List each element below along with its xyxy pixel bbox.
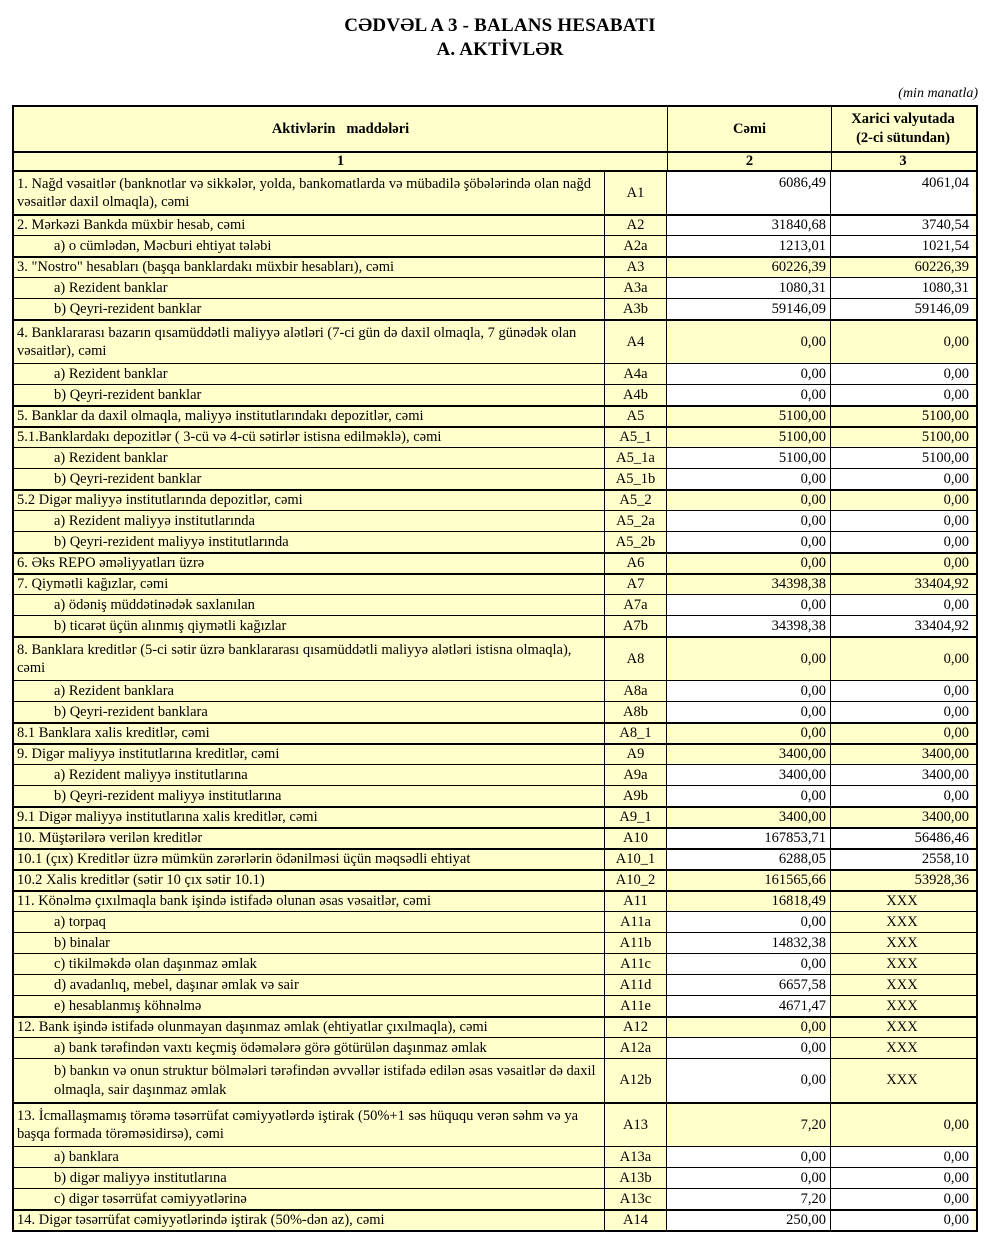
row-total-value: 3400,00 (666, 765, 830, 785)
column-number-1: 1 (14, 153, 667, 170)
row-label: a) ödəniş müddətinədək saxlanılan (14, 595, 604, 615)
table-row (14, 573, 976, 594)
row-label: b) Qeyri-rezident maliyyə institutlarına (14, 786, 604, 806)
row-code: A2 (604, 216, 666, 235)
header-foreign-currency-line1: Xarici valyutada (851, 111, 955, 127)
row-code: A12a (604, 1038, 666, 1058)
report-title-line1: CƏDVƏL A 3 - BALANS HESABATI (344, 15, 656, 36)
table-row (14, 447, 976, 468)
row-total-value: 0,00 (666, 1038, 830, 1058)
row-fx-value: 2558,10 (830, 850, 973, 869)
row-total-value: 250,00 (666, 1211, 830, 1230)
row-total-value: 0,00 (666, 595, 830, 615)
row-label: 6. Əks REPO əməliyyatları üzrə (14, 554, 604, 573)
table-row (14, 1102, 976, 1146)
row-fx-value: 3400,00 (830, 765, 973, 785)
row-code: A13a (604, 1147, 666, 1167)
row-fx-value: 0,00 (830, 1147, 973, 1167)
row-code: A5_2b (604, 532, 666, 552)
row-label: a) Rezident banklar (14, 278, 604, 298)
row-fx-value: XXX (830, 975, 973, 995)
row-label: 5.1.Banklardakı depozitlər ( 3-cü və 4-cü sətirlər istisna edilməklə), cəmi (14, 428, 604, 447)
row-fx-value: 56486,46 (830, 829, 973, 848)
row-code: A11d (604, 975, 666, 995)
table-row (14, 1037, 976, 1058)
row-code: A5_1 (604, 428, 666, 447)
row-total-value: 0,00 (666, 1059, 830, 1102)
row-code: A5_2 (604, 491, 666, 510)
row-fx-value: 5100,00 (830, 407, 973, 426)
row-code: A10_1 (604, 850, 666, 869)
row-code: A3 (604, 258, 666, 277)
row-fx-value: 33404,92 (830, 616, 973, 636)
row-fx-value: 0,00 (830, 511, 973, 531)
table-row (14, 510, 976, 531)
row-fx-value: XXX (830, 1018, 973, 1037)
table-header-row (14, 107, 976, 151)
table-row (14, 680, 976, 701)
header-total-column: Cəmi (667, 107, 831, 151)
row-label: a) o cümlədən, Məcburi ehtiyat tələbi (14, 236, 604, 256)
row-label: 7. Qiymətli kağızlar, cəmi (14, 575, 604, 594)
report-title (0, 0, 1000, 62)
row-total-value: 6288,05 (666, 850, 830, 869)
row-total-value: 0,00 (666, 532, 830, 552)
report-title-line2: A. AKTİVLƏR (436, 39, 564, 60)
unit-note: (min manatla) (898, 86, 978, 101)
row-fx-value: 0,00 (830, 532, 973, 552)
row-label: 8.1 Banklara xalis kreditlər, cəmi (14, 724, 604, 743)
row-code: A2a (604, 236, 666, 256)
row-fx-value: XXX (830, 1038, 973, 1058)
row-total-value: 0,00 (666, 491, 830, 510)
table-row (14, 594, 976, 615)
row-code: A7 (604, 575, 666, 594)
table-row (14, 426, 976, 447)
row-label: 5. Banklar da daxil olmaqla, maliyyə institutlarındakı depozitlər, cəmi (14, 407, 604, 426)
row-fx-value: 0,00 (830, 554, 973, 573)
row-code: A13c (604, 1189, 666, 1209)
row-label: a) banklara (14, 1147, 604, 1167)
row-code: A8 (604, 638, 666, 680)
row-total-value: 1080,31 (666, 278, 830, 298)
row-code: A4 (604, 321, 666, 363)
row-total-value: 0,00 (666, 385, 830, 405)
table-row (14, 764, 976, 785)
row-fx-value: 0,00 (830, 681, 973, 701)
row-total-value: 14832,38 (666, 933, 830, 953)
row-total-value: 0,00 (666, 554, 830, 573)
row-fx-value: XXX (830, 933, 973, 953)
row-total-value: 0,00 (666, 638, 830, 680)
row-total-value: 0,00 (666, 1018, 830, 1037)
row-label: 11. Könəlmə çıxılmaqla bank işində istifadə olunan əsas vəsaitlər, cəmi (14, 892, 604, 911)
row-fx-value: XXX (830, 1059, 973, 1102)
row-total-value: 0,00 (666, 364, 830, 384)
row-total-value: 0,00 (666, 702, 830, 722)
row-total-value: 4671,47 (666, 996, 830, 1016)
header-foreign-currency-line2: (2-ci sütundan) (856, 130, 950, 146)
row-total-value: 0,00 (666, 469, 830, 489)
table-row (14, 827, 976, 848)
row-label: b) Qeyri-rezident banklar (14, 385, 604, 405)
row-label: e) hesablanmış köhnəlmə (14, 996, 604, 1016)
table-row (14, 615, 976, 636)
table-row (14, 806, 976, 827)
row-code: A3b (604, 299, 666, 319)
table-row (14, 170, 976, 214)
row-fx-value: XXX (830, 892, 973, 911)
row-fx-value: 0,00 (830, 702, 973, 722)
table-row (14, 1167, 976, 1188)
row-label: b) digər maliyyə institutlarına (14, 1168, 604, 1188)
row-code: A12 (604, 1018, 666, 1037)
table-row (14, 214, 976, 235)
header-foreign-currency-column (831, 107, 974, 151)
row-label: a) Rezident maliyyə institutlarına (14, 765, 604, 785)
row-code: A5_2a (604, 511, 666, 531)
row-code: A8b (604, 702, 666, 722)
row-code: A7b (604, 616, 666, 636)
table-row (14, 932, 976, 953)
table-row (14, 298, 976, 319)
table-row (14, 1188, 976, 1209)
row-fx-value: 3740,54 (830, 216, 973, 235)
row-total-value: 34398,38 (666, 616, 830, 636)
row-fx-value: XXX (830, 912, 973, 932)
row-code: A11c (604, 954, 666, 974)
row-label: 14. Digər təsərrüfat cəmiyyətlərində iştirak (50%-dən az), cəmi (14, 1211, 604, 1230)
table-row (14, 995, 976, 1016)
row-fx-value: 4061,04 (830, 172, 973, 214)
row-total-value: 59146,09 (666, 299, 830, 319)
row-label: b) Qeyri-rezident banklara (14, 702, 604, 722)
row-fx-value: 0,00 (830, 491, 973, 510)
row-total-value: 34398,38 (666, 575, 830, 594)
row-code: A10_2 (604, 871, 666, 890)
row-label: a) torpaq (14, 912, 604, 932)
row-fx-value: XXX (830, 954, 973, 974)
row-fx-value: 0,00 (830, 1189, 973, 1209)
column-number-3: 3 (831, 153, 974, 170)
row-code: A11e (604, 996, 666, 1016)
row-label: b) Qeyri-rezident maliyyə institutlarında (14, 532, 604, 552)
table-row (14, 552, 976, 573)
row-fx-value: 0,00 (830, 638, 973, 680)
table-row (14, 363, 976, 384)
row-label: b) binalar (14, 933, 604, 953)
row-fx-value: 0,00 (830, 1168, 973, 1188)
row-total-value: 0,00 (666, 1168, 830, 1188)
row-code: A14 (604, 1211, 666, 1230)
row-total-value: 0,00 (666, 321, 830, 363)
row-total-value: 1213,01 (666, 236, 830, 256)
table-row (14, 890, 976, 911)
table-row (14, 1209, 976, 1230)
row-label: 2. Mərkəzi Bankda müxbir hesab, cəmi (14, 216, 604, 235)
row-total-value: 3400,00 (666, 745, 830, 764)
table-row (14, 701, 976, 722)
row-fx-value: 60226,39 (830, 258, 973, 277)
table-row (14, 384, 976, 405)
table-row (14, 405, 976, 426)
row-total-value: 0,00 (666, 1147, 830, 1167)
row-fx-value: 5100,00 (830, 428, 973, 447)
row-label: a) Rezident banklara (14, 681, 604, 701)
row-total-value: 0,00 (666, 681, 830, 701)
row-total-value: 167853,71 (666, 829, 830, 848)
row-label: a) Rezident banklar (14, 364, 604, 384)
row-code: A8_1 (604, 724, 666, 743)
table-row (14, 1146, 976, 1167)
table-row (14, 235, 976, 256)
table-row (14, 1016, 976, 1037)
row-code: A9a (604, 765, 666, 785)
column-numbers-row (14, 151, 976, 170)
row-label: b) Qeyri-rezident banklar (14, 469, 604, 489)
row-fx-value: 59146,09 (830, 299, 973, 319)
table-row (14, 1058, 976, 1102)
row-label: a) Rezident maliyyə institutlarında (14, 511, 604, 531)
row-label: 9. Digər maliyyə institutlarına kreditlər, cəmi (14, 745, 604, 764)
table-row (14, 743, 976, 764)
row-total-value: 3400,00 (666, 808, 830, 827)
row-total-value: 161565,66 (666, 871, 830, 890)
row-code: A9b (604, 786, 666, 806)
row-code: A13b (604, 1168, 666, 1188)
row-code: A11 (604, 892, 666, 911)
row-label: 10.1 (çıx) Kreditlər üzrə mümkün zərərlərin ödənilməsi üçün məqsədli ehtiyat (14, 850, 604, 869)
row-fx-value: 3400,00 (830, 745, 973, 764)
row-code: A9_1 (604, 808, 666, 827)
table-row (14, 468, 976, 489)
row-total-value: 0,00 (666, 786, 830, 806)
row-fx-value: 0,00 (830, 595, 973, 615)
row-fx-value: 0,00 (830, 1104, 973, 1146)
row-code: A10 (604, 829, 666, 848)
row-fx-value: 53928,36 (830, 871, 973, 890)
row-code: A5_1a (604, 448, 666, 468)
row-code: A13 (604, 1104, 666, 1146)
row-label: c) tikilməkdə olan daşınmaz əmlak (14, 954, 604, 974)
header-items-column: Aktivlərin maddələri (14, 107, 667, 151)
row-total-value: 5100,00 (666, 407, 830, 426)
table-row (14, 869, 976, 890)
row-fx-value: 0,00 (830, 364, 973, 384)
row-label: 10.2 Xalis kreditlər (sətir 10 çıx sətir 10.1) (14, 871, 604, 890)
row-total-value: 0,00 (666, 954, 830, 974)
row-label: 5.2 Digər maliyyə institutlarında depozitlər, cəmi (14, 491, 604, 510)
row-total-value: 7,20 (666, 1189, 830, 1209)
row-label: 13. İcmallaşmamış törəmə təsərrüfat cəmiyyətlərdə iştirak (50%+1 səs hüququ verən səhm və ya başqa formada törəməsidirsə), cəmi (14, 1104, 604, 1146)
row-fx-value: 0,00 (830, 786, 973, 806)
row-label: b) ticarət üçün alınmış qiymətli kağızlar (14, 616, 604, 636)
row-total-value: 7,20 (666, 1104, 830, 1146)
row-code: A12b (604, 1059, 666, 1102)
table-row (14, 531, 976, 552)
row-code: A8a (604, 681, 666, 701)
row-label: d) avadanlıq, mebel, daşınar əmlak və sair (14, 975, 604, 995)
row-total-value: 0,00 (666, 511, 830, 531)
table-row (14, 277, 976, 298)
row-fx-value: 33404,92 (830, 575, 973, 594)
table-row (14, 911, 976, 932)
row-label: a) bank tərəfindən vaxtı keçmiş ödəmələrə görə götürülən daşınmaz əmlak (14, 1038, 604, 1058)
row-label: b) bankın və onun struktur bölmələri tərəfindən əvvəllər istifadə edilən əsas vəsaitlər də daxil olmaqla, sair daşınmaz əmlak (14, 1059, 604, 1102)
row-total-value: 0,00 (666, 912, 830, 932)
row-code: A5 (604, 407, 666, 426)
row-label: a) Rezident banklar (14, 448, 604, 468)
row-total-value: 16818,49 (666, 892, 830, 911)
row-code: A9 (604, 745, 666, 764)
table-row (14, 974, 976, 995)
column-number-2: 2 (667, 153, 831, 170)
row-code: A5_1b (604, 469, 666, 489)
row-label: 12. Bank işində istifadə olunmayan daşınmaz əmlak (ehtiyatlar çıxılmaqla), cəmi (14, 1018, 604, 1037)
row-label: 1. Nağd vəsaitlər (banknotlar və sikkələr, yolda, bankomatlarda və mübadilə şöbələrində olan nağd vəsaitlər daxil olmaqla), cəmi (14, 172, 604, 214)
table-row (14, 848, 976, 869)
row-label: 4. Banklararası bazarın qısamüddətli maliyyə alətləri (7-ci gün də daxil olmaqla, 7 günədək olan vəsaitlər), cəmi (14, 321, 604, 363)
row-total-value: 6086,49 (666, 172, 830, 214)
row-code: A4b (604, 385, 666, 405)
row-fx-value: 3400,00 (830, 808, 973, 827)
row-total-value: 6657,58 (666, 975, 830, 995)
table-row (14, 256, 976, 277)
row-label: 3. "Nostro" hesabları (başqa banklardakı müxbir hesabları), cəmi (14, 258, 604, 277)
row-code: A11b (604, 933, 666, 953)
row-fx-value: XXX (830, 996, 973, 1016)
assets-table (12, 105, 978, 1232)
row-fx-value: 0,00 (830, 1211, 973, 1230)
row-code: A7a (604, 595, 666, 615)
table-body (14, 170, 976, 1230)
table-row (14, 636, 976, 680)
row-fx-value: 1021,54 (830, 236, 973, 256)
row-total-value: 5100,00 (666, 428, 830, 447)
row-total-value: 60226,39 (666, 258, 830, 277)
row-label: 8. Banklara kreditlər (5-ci sətir üzrə banklararası qısamüddətli maliyyə alətləri istisna olmaqla), cəmi (14, 638, 604, 680)
row-fx-value: 0,00 (830, 321, 973, 363)
row-code: A3a (604, 278, 666, 298)
row-label: 9.1 Digər maliyyə institutlarına xalis kreditlər, cəmi (14, 808, 604, 827)
row-code: A6 (604, 554, 666, 573)
row-fx-value: 5100,00 (830, 448, 973, 468)
row-total-value: 31840,68 (666, 216, 830, 235)
row-code: A11a (604, 912, 666, 932)
row-label: 10. Müştərilərə verilən kreditlər (14, 829, 604, 848)
row-fx-value: 1080,31 (830, 278, 973, 298)
table-row (14, 722, 976, 743)
row-label: c) digər təsərrüfat cəmiyyətlərinə (14, 1189, 604, 1209)
table-row (14, 953, 976, 974)
row-fx-value: 0,00 (830, 385, 973, 405)
row-total-value: 5100,00 (666, 448, 830, 468)
row-code: A1 (604, 172, 666, 214)
row-fx-value: 0,00 (830, 469, 973, 489)
row-code: A4a (604, 364, 666, 384)
table-row (14, 489, 976, 510)
table-row (14, 785, 976, 806)
row-total-value: 0,00 (666, 724, 830, 743)
row-fx-value: 0,00 (830, 724, 973, 743)
row-label: b) Qeyri-rezident banklar (14, 299, 604, 319)
table-row (14, 319, 976, 363)
